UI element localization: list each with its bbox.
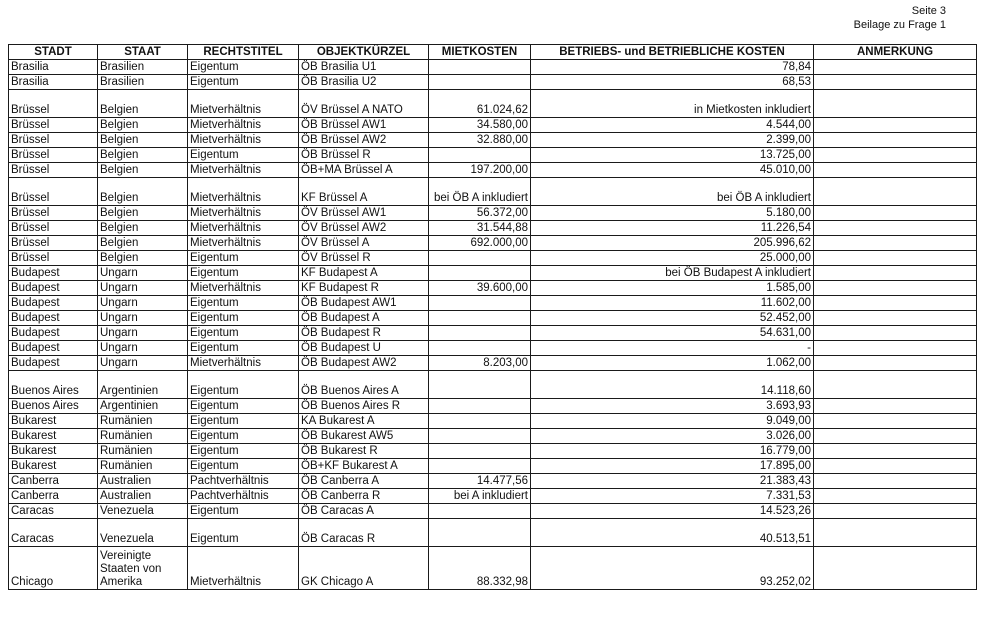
cell-betriebskosten: 52.452,00 xyxy=(531,311,814,326)
table-row xyxy=(9,489,977,504)
table-row xyxy=(9,459,977,474)
table-row xyxy=(9,133,977,148)
cell-stadt: Brüssel xyxy=(9,206,98,221)
cell-stadt: Bukarest xyxy=(9,429,98,444)
table-row xyxy=(9,474,977,489)
cell-anmerkung xyxy=(814,371,977,399)
cell-betriebskosten: 16.779,00 xyxy=(531,444,814,459)
cell-rechtstitel: Eigentum xyxy=(188,311,299,326)
cell-betriebskosten: 7.331,53 xyxy=(531,489,814,504)
cell-anmerkung xyxy=(814,236,977,251)
cell-betriebskosten: 5.180,00 xyxy=(531,206,814,221)
cell-mietkosten xyxy=(429,251,531,266)
cell-staat: Belgien xyxy=(98,90,188,118)
cell-betriebskosten: 1.585,00 xyxy=(531,281,814,296)
cell-rechtstitel: Mietverhältnis xyxy=(188,178,299,206)
cell-objektkuerzel: ÖV Brüssel AW1 xyxy=(299,206,429,221)
cell-anmerkung xyxy=(814,311,977,326)
cell-stadt: Canberra xyxy=(9,489,98,504)
col-header-staat: STAAT xyxy=(98,45,188,60)
cell-objektkuerzel: ÖB Buenos Aires R xyxy=(299,399,429,414)
cell-stadt: Caracas xyxy=(9,519,98,547)
cell-objektkuerzel: ÖB Brüssel AW1 xyxy=(299,118,429,133)
cell-stadt: Brüssel xyxy=(9,118,98,133)
cell-mietkosten xyxy=(429,444,531,459)
cell-stadt: Budapest xyxy=(9,296,98,311)
table-row xyxy=(9,266,977,281)
cell-anmerkung xyxy=(814,206,977,221)
table-row xyxy=(9,163,977,178)
cell-anmerkung xyxy=(814,326,977,341)
table-row xyxy=(9,547,977,590)
col-header-stadt: STADT xyxy=(9,45,98,60)
table-row xyxy=(9,519,977,547)
cell-mietkosten xyxy=(429,326,531,341)
properties-table xyxy=(8,44,977,590)
cell-objektkuerzel: ÖB Budapest AW2 xyxy=(299,356,429,371)
cell-mietkosten: 8.203,00 xyxy=(429,356,531,371)
cell-betriebskosten: 9.049,00 xyxy=(531,414,814,429)
cell-stadt: Budapest xyxy=(9,281,98,296)
cell-objektkuerzel: KF Budapest R xyxy=(299,281,429,296)
table-row xyxy=(9,296,977,311)
cell-mietkosten xyxy=(429,60,531,75)
cell-anmerkung xyxy=(814,266,977,281)
page-header xyxy=(854,4,946,32)
cell-staat: Ungarn xyxy=(98,296,188,311)
cell-staat: Australien xyxy=(98,489,188,504)
cell-mietkosten: 32.880,00 xyxy=(429,133,531,148)
cell-staat: Ungarn xyxy=(98,281,188,296)
cell-mietkosten: 61.024,62 xyxy=(429,90,531,118)
cell-anmerkung xyxy=(814,444,977,459)
cell-anmerkung xyxy=(814,356,977,371)
cell-stadt: Brasilia xyxy=(9,75,98,90)
cell-objektkuerzel: ÖV Brüssel R xyxy=(299,251,429,266)
attachment-label: Beilage zu Frage 1 xyxy=(853,19,946,31)
cell-mietkosten xyxy=(429,414,531,429)
cell-betriebskosten: 45.010,00 xyxy=(531,163,814,178)
cell-staat: Belgien xyxy=(98,163,188,178)
table-row xyxy=(9,236,977,251)
cell-rechtstitel: Eigentum xyxy=(188,60,299,75)
cell-rechtstitel: Eigentum xyxy=(188,326,299,341)
cell-stadt: Buenos Aires xyxy=(9,371,98,399)
cell-mietkosten: 34.580,00 xyxy=(429,118,531,133)
cell-stadt: Bukarest xyxy=(9,444,98,459)
cell-betriebskosten: 21.383,43 xyxy=(531,474,814,489)
cell-staat: Ungarn xyxy=(98,311,188,326)
col-header-betriebskosten: BETRIEBS- und BETRIEBLICHE KOSTEN xyxy=(531,45,814,60)
table-row xyxy=(9,311,977,326)
cell-mietkosten xyxy=(429,296,531,311)
cell-stadt: Budapest xyxy=(9,311,98,326)
table-row xyxy=(9,356,977,371)
table-row xyxy=(9,75,977,90)
cell-rechtstitel: Eigentum xyxy=(188,414,299,429)
cell-anmerkung xyxy=(814,519,977,547)
col-header-anmerkung: ANMERKUNG xyxy=(814,45,977,60)
cell-mietkosten xyxy=(429,399,531,414)
cell-objektkuerzel: KF Budapest A xyxy=(299,266,429,281)
cell-anmerkung xyxy=(814,341,977,356)
cell-betriebskosten: in Mietkosten inkludiert xyxy=(531,90,814,118)
cell-mietkosten: 39.600,00 xyxy=(429,281,531,296)
table-row xyxy=(9,118,977,133)
cell-anmerkung xyxy=(814,90,977,118)
cell-mietkosten: 56.372,00 xyxy=(429,206,531,221)
cell-betriebskosten: 13.725,00 xyxy=(531,148,814,163)
cell-staat: Belgien xyxy=(98,178,188,206)
cell-rechtstitel: Mietverhältnis xyxy=(188,90,299,118)
cell-rechtstitel: Pachtverhältnis xyxy=(188,489,299,504)
cell-rechtstitel: Eigentum xyxy=(188,459,299,474)
cell-betriebskosten: 40.513,51 xyxy=(531,519,814,547)
cell-betriebskosten: 1.062,00 xyxy=(531,356,814,371)
cell-rechtstitel: Eigentum xyxy=(188,371,299,399)
cell-anmerkung xyxy=(814,399,977,414)
cell-objektkuerzel: ÖB Budapest AW1 xyxy=(299,296,429,311)
cell-betriebskosten: 54.631,00 xyxy=(531,326,814,341)
cell-betriebskosten: 2.399,00 xyxy=(531,133,814,148)
cell-objektkuerzel: ÖB Canberra A xyxy=(299,474,429,489)
cell-anmerkung xyxy=(814,281,977,296)
cell-objektkuerzel: ÖB Budapest R xyxy=(299,326,429,341)
table-row xyxy=(9,178,977,206)
cell-staat: Ungarn xyxy=(98,356,188,371)
cell-betriebskosten: 78,84 xyxy=(531,60,814,75)
cell-rechtstitel: Eigentum xyxy=(188,399,299,414)
cell-objektkuerzel: ÖB Caracas R xyxy=(299,519,429,547)
table-row xyxy=(9,206,977,221)
cell-anmerkung xyxy=(814,133,977,148)
cell-rechtstitel: Mietverhältnis xyxy=(188,221,299,236)
cell-mietkosten: 692.000,00 xyxy=(429,236,531,251)
cell-objektkuerzel: GK Chicago A xyxy=(299,547,429,590)
cell-rechtstitel: Mietverhältnis xyxy=(188,356,299,371)
cell-rechtstitel: Eigentum xyxy=(188,266,299,281)
cell-anmerkung xyxy=(814,429,977,444)
cell-anmerkung xyxy=(814,75,977,90)
cell-staat: Rumänien xyxy=(98,459,188,474)
cell-anmerkung xyxy=(814,296,977,311)
cell-stadt: Brüssel xyxy=(9,251,98,266)
cell-mietkosten xyxy=(429,519,531,547)
cell-betriebskosten: 14.523,26 xyxy=(531,504,814,519)
cell-mietkosten: 88.332,98 xyxy=(429,547,531,590)
table-row xyxy=(9,429,977,444)
cell-objektkuerzel: ÖB Budapest U xyxy=(299,341,429,356)
cell-betriebskosten: 3.026,00 xyxy=(531,429,814,444)
cell-mietkosten xyxy=(429,266,531,281)
cell-objektkuerzel: ÖB Buenos Aires A xyxy=(299,371,429,399)
cell-stadt: Brüssel xyxy=(9,221,98,236)
table-header-row xyxy=(9,45,977,60)
cell-mietkosten xyxy=(429,429,531,444)
cell-rechtstitel: Eigentum xyxy=(188,444,299,459)
cell-stadt: Brüssel xyxy=(9,178,98,206)
cell-anmerkung xyxy=(814,474,977,489)
cell-staat: Rumänien xyxy=(98,444,188,459)
cell-betriebskosten: 4.544,00 xyxy=(531,118,814,133)
cell-stadt: Chicago xyxy=(9,547,98,590)
cell-stadt: Budapest xyxy=(9,266,98,281)
cell-anmerkung xyxy=(814,60,977,75)
cell-anmerkung xyxy=(814,547,977,590)
cell-mietkosten xyxy=(429,341,531,356)
cell-staat: Rumänien xyxy=(98,414,188,429)
cell-objektkuerzel: ÖV Brüssel A NATO xyxy=(299,90,429,118)
cell-staat: Brasilien xyxy=(98,60,188,75)
table-row xyxy=(9,60,977,75)
table-row xyxy=(9,90,977,118)
cell-rechtstitel: Mietverhältnis xyxy=(188,118,299,133)
cell-objektkuerzel: ÖB Brüssel AW2 xyxy=(299,133,429,148)
cell-anmerkung xyxy=(814,148,977,163)
page-number: Seite 3 xyxy=(911,5,946,17)
cell-rechtstitel: Eigentum xyxy=(188,429,299,444)
cell-anmerkung xyxy=(814,178,977,206)
table-row xyxy=(9,326,977,341)
cell-rechtstitel: Mietverhältnis xyxy=(188,547,299,590)
cell-rechtstitel: Mietverhältnis xyxy=(188,281,299,296)
cell-anmerkung xyxy=(814,489,977,504)
cell-betriebskosten: 25.000,00 xyxy=(531,251,814,266)
cell-stadt: Bukarest xyxy=(9,414,98,429)
cell-objektkuerzel: ÖB Bukarest R xyxy=(299,444,429,459)
cell-rechtstitel: Mietverhältnis xyxy=(188,163,299,178)
cell-mietkosten: 31.544,88 xyxy=(429,221,531,236)
table-row xyxy=(9,221,977,236)
cell-betriebskosten: - xyxy=(531,341,814,356)
table-row xyxy=(9,399,977,414)
cell-betriebskosten: 93.252,02 xyxy=(531,547,814,590)
cell-stadt: Brüssel xyxy=(9,133,98,148)
cell-objektkuerzel: ÖB Caracas A xyxy=(299,504,429,519)
cell-staat: Belgien xyxy=(98,251,188,266)
cell-staat: Belgien xyxy=(98,148,188,163)
cell-objektkuerzel: ÖB Budapest A xyxy=(299,311,429,326)
cell-staat: Belgien xyxy=(98,221,188,236)
cell-rechtstitel: Eigentum xyxy=(188,519,299,547)
cell-stadt: Brüssel xyxy=(9,148,98,163)
cell-anmerkung xyxy=(814,118,977,133)
cell-mietkosten xyxy=(429,504,531,519)
cell-betriebskosten: 11.226,54 xyxy=(531,221,814,236)
cell-mietkosten: 197.200,00 xyxy=(429,163,531,178)
cell-objektkuerzel: ÖB Canberra R xyxy=(299,489,429,504)
cell-betriebskosten: 17.895,00 xyxy=(531,459,814,474)
cell-mietkosten xyxy=(429,311,531,326)
cell-staat: Venezuela xyxy=(98,519,188,547)
cell-staat: Argentinien xyxy=(98,399,188,414)
cell-anmerkung xyxy=(814,251,977,266)
cell-anmerkung xyxy=(814,414,977,429)
cell-betriebskosten: 68,53 xyxy=(531,75,814,90)
cell-objektkuerzel: ÖB Brasilia U2 xyxy=(299,75,429,90)
cell-betriebskosten: 3.693,93 xyxy=(531,399,814,414)
cell-rechtstitel: Eigentum xyxy=(188,75,299,90)
cell-stadt: Budapest xyxy=(9,356,98,371)
cell-betriebskosten: 14.118,60 xyxy=(531,371,814,399)
cell-rechtstitel: Pachtverhältnis xyxy=(188,474,299,489)
cell-stadt: Brüssel xyxy=(9,236,98,251)
cell-stadt: Bukarest xyxy=(9,459,98,474)
cell-rechtstitel: Mietverhältnis xyxy=(188,133,299,148)
table-row xyxy=(9,251,977,266)
cell-stadt: Brüssel xyxy=(9,163,98,178)
cell-stadt: Brasilia xyxy=(9,60,98,75)
col-header-rechtstitel: RECHTSTITEL xyxy=(188,45,299,60)
cell-betriebskosten: bei ÖB A inkludiert xyxy=(531,178,814,206)
cell-stadt: Buenos Aires xyxy=(9,399,98,414)
table-row xyxy=(9,341,977,356)
cell-rechtstitel: Mietverhältnis xyxy=(188,236,299,251)
cell-objektkuerzel: ÖV Brüssel A xyxy=(299,236,429,251)
table-row xyxy=(9,414,977,429)
cell-mietkosten xyxy=(429,459,531,474)
cell-mietkosten xyxy=(429,148,531,163)
cell-stadt: Budapest xyxy=(9,341,98,356)
cell-mietkosten xyxy=(429,371,531,399)
cell-objektkuerzel: ÖB Bukarest AW5 xyxy=(299,429,429,444)
cell-betriebskosten: bei ÖB Budapest A inkludiert xyxy=(531,266,814,281)
cell-rechtstitel: Eigentum xyxy=(188,296,299,311)
cell-anmerkung xyxy=(814,163,977,178)
cell-betriebskosten: 11.602,00 xyxy=(531,296,814,311)
col-header-objektkuerzel: OBJEKTKÜRZEL xyxy=(299,45,429,60)
cell-stadt: Caracas xyxy=(9,504,98,519)
cell-staat: Belgien xyxy=(98,236,188,251)
cell-staat: Belgien xyxy=(98,133,188,148)
cell-anmerkung xyxy=(814,221,977,236)
cell-staat: Argentinien xyxy=(98,371,188,399)
cell-mietkosten: bei A inkludiert xyxy=(429,489,531,504)
cell-anmerkung xyxy=(814,504,977,519)
table-row xyxy=(9,148,977,163)
cell-rechtstitel: Eigentum xyxy=(188,148,299,163)
cell-staat: Australien xyxy=(98,474,188,489)
cell-staat: Vereinigte Staaten von Amerika xyxy=(98,547,188,590)
cell-rechtstitel: Eigentum xyxy=(188,251,299,266)
cell-objektkuerzel: KF Brüssel A xyxy=(299,178,429,206)
table-body xyxy=(9,60,977,590)
table-row xyxy=(9,504,977,519)
table-row xyxy=(9,371,977,399)
cell-staat: Venezuela xyxy=(98,504,188,519)
cell-mietkosten xyxy=(429,75,531,90)
cell-mietkosten: bei ÖB A inkludiert xyxy=(429,178,531,206)
cell-anmerkung xyxy=(814,459,977,474)
table-row xyxy=(9,444,977,459)
cell-staat: Brasilien xyxy=(98,75,188,90)
cell-staat: Rumänien xyxy=(98,429,188,444)
cell-stadt: Canberra xyxy=(9,474,98,489)
cell-objektkuerzel: ÖV Brüssel AW2 xyxy=(299,221,429,236)
table-row xyxy=(9,281,977,296)
cell-betriebskosten: 205.996,62 xyxy=(531,236,814,251)
cell-objektkuerzel: ÖB Brasilia U1 xyxy=(299,60,429,75)
cell-rechtstitel: Eigentum xyxy=(188,341,299,356)
cell-staat: Ungarn xyxy=(98,341,188,356)
cell-objektkuerzel: KA Bukarest A xyxy=(299,414,429,429)
cell-staat: Ungarn xyxy=(98,266,188,281)
cell-stadt: Budapest xyxy=(9,326,98,341)
cell-staat: Belgien xyxy=(98,206,188,221)
col-header-mietkosten: MIETKOSTEN xyxy=(429,45,531,60)
cell-objektkuerzel: ÖB+KF Bukarest A xyxy=(299,459,429,474)
cell-staat: Ungarn xyxy=(98,326,188,341)
cell-rechtstitel: Eigentum xyxy=(188,504,299,519)
cell-objektkuerzel: ÖB+MA Brüssel A xyxy=(299,163,429,178)
cell-rechtstitel: Mietverhältnis xyxy=(188,206,299,221)
cell-stadt: Brüssel xyxy=(9,90,98,118)
cell-staat: Belgien xyxy=(98,118,188,133)
cell-mietkosten: 14.477,56 xyxy=(429,474,531,489)
cell-objektkuerzel: ÖB Brüssel R xyxy=(299,148,429,163)
